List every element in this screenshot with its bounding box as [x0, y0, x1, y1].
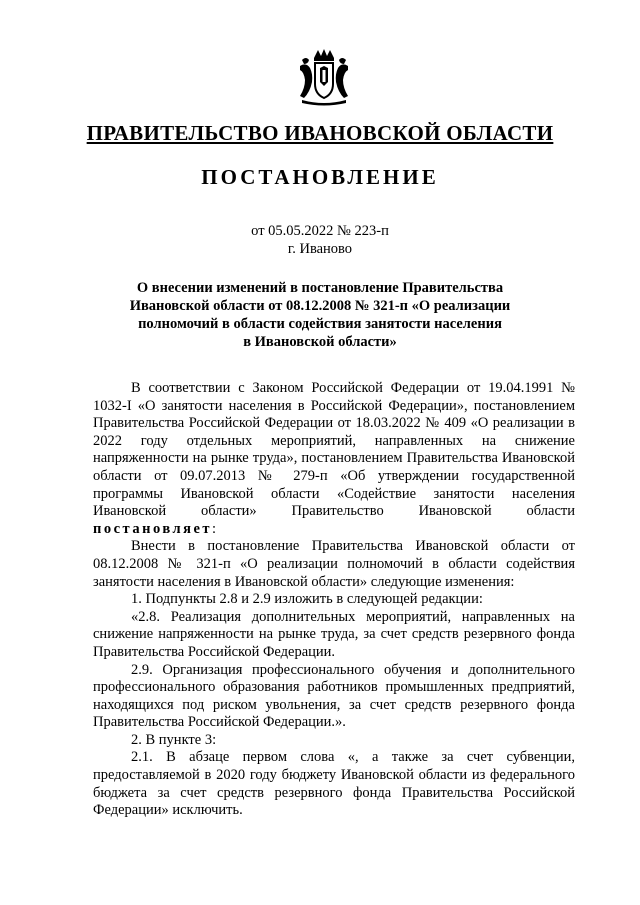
- paragraph: 2.9. Организация профессионального обучения и дополнительного профессионального образования работников промышленных предприятий, находящихся под риском увольнения, за счет средств резервного фонда Правительства Российской Федерации.».: [93, 661, 575, 731]
- city: г. Иваново: [287, 241, 353, 257]
- colon: :: [212, 520, 217, 537]
- document-body: [93, 380, 575, 820]
- paragraph: «2.8. Реализация дополнительных мероприятий, направленных на снижение напряженности на рынке труда, за счет средств резервного фонда Правительства Российской Федерации.: [93, 608, 575, 660]
- title-line: в Ивановской области»: [243, 334, 397, 350]
- preamble-text: В соответствии с Законом Российской Федерации от 19.04.1991 № 1032-I «О занятости населения в Российской Федерации», постановлением Правительства Российской Федерации от 18.03.2022 № 409 «О реализации в 2022 году отдельных мероприятий, направленных на снижение напряженности на рынке труда», постановлением Правительства Ивановской области от 09.07.2013 № 279-п «Об утверждении государственной программы Ивановской области «Содействие занятости населения Ивановской области» Правительство Ивановской области: [93, 380, 575, 520]
- coat-of-arms-icon: [296, 48, 352, 106]
- paragraph: Внести в постановление Правительства Ивановской области от 08.12.2008 № 321-п «О реализации полномочий в области содействия занятости населения в Ивановской области» следующие изменения:: [93, 538, 575, 590]
- date-block: [60, 222, 580, 258]
- document-title: [110, 279, 530, 351]
- date-number: от 05.05.2022 № 223-п: [251, 223, 389, 239]
- title-line: О внесении изменений в постановление Правительства: [136, 280, 504, 296]
- paragraph-preamble: [93, 380, 575, 538]
- paragraph: 2. В пункте 3:: [131, 731, 217, 748]
- paragraph: 2.1. В абзаце первом слова «, а также за счет субвенции, предоставляемой в 2020 году бюджету Ивановской области из федерального бюджета за счет средств резервного фонда Правительства Российской Федерации» исключить.: [93, 749, 575, 819]
- government-name: ПРАВИТЕЛЬСТВО ИВАНОВСКОЙ ОБЛАСТИ: [86, 121, 554, 145]
- paragraph: 1. Подпункты 2.8 и 2.9 изложить в следующей редакции:: [131, 591, 483, 608]
- resolves-word: постановляет: [93, 520, 213, 537]
- title-line: Ивановской области от 08.12.2008 № 321-п «О реализации: [129, 298, 511, 314]
- document-type: ПОСТАНОВЛЕНИЕ: [201, 165, 439, 189]
- title-line: полномочий в области содействия занятости населения: [138, 316, 502, 332]
